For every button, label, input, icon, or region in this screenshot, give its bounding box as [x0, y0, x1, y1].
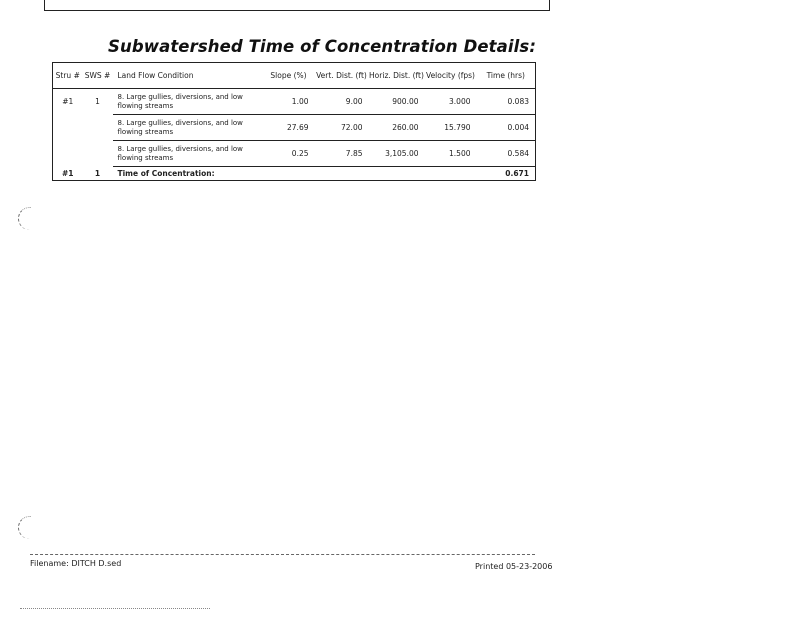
cell-slope: 27.69: [263, 115, 315, 141]
section-title: Subwatershed Time of Concentration Details:: [108, 37, 537, 56]
cell-slope: 0.25: [263, 141, 315, 167]
total-label: Time of Concentration:: [113, 167, 477, 181]
header-stru: Stru #: [53, 63, 83, 89]
punch-hole-mark: [18, 516, 31, 539]
header-vert-dist: Vert. Dist. (ft): [315, 63, 369, 89]
footer-divider: [30, 554, 535, 555]
header-condition: Land Flow Condition: [113, 63, 263, 89]
cell-time: 0.584: [477, 141, 536, 167]
cell-time: 0.004: [477, 115, 536, 141]
total-time: 0.671: [477, 167, 536, 181]
total-stru: #1: [53, 167, 83, 181]
cell-horiz-dist: 900.00: [369, 89, 425, 115]
table-header-row: [53, 63, 536, 89]
cell-vert-dist: 7.85: [315, 141, 369, 167]
cell-vert-dist: 72.00: [315, 115, 369, 141]
cell-time: 0.083: [477, 89, 536, 115]
header-horiz-dist: Horiz. Dist. (ft): [369, 63, 425, 89]
cell-velocity: 1.500: [425, 141, 477, 167]
total-row: [53, 167, 536, 181]
cell-horiz-dist: 3,105.00: [369, 141, 425, 167]
cell-velocity: 15.790: [425, 115, 477, 141]
cell-sws: [83, 141, 113, 167]
table-row: [53, 115, 536, 141]
cell-sws: 1: [95, 97, 100, 107]
cell-condition: 8. Large gullies, diversions, and low flowing streams: [113, 115, 263, 141]
cell-stru: [53, 141, 83, 167]
footer-printed-date: Printed 05-23-2006: [475, 562, 553, 571]
previous-table-remnant: [44, 0, 550, 11]
cell-stru: #1: [53, 89, 83, 115]
cell-vert-dist: 9.00: [315, 89, 369, 115]
cell-slope: 1.00: [263, 89, 315, 115]
cell-condition: 8. Large gullies, diversions, and low flowing streams: [113, 89, 263, 115]
total-sws: 1: [83, 167, 113, 181]
cell-velocity: 3.000: [425, 89, 477, 115]
cell-condition: 8. Large gullies, diversions, and low flowing streams: [113, 141, 263, 167]
cell-horiz-dist: 260.00: [369, 115, 425, 141]
time-of-concentration-table: [52, 62, 536, 181]
header-slope: Slope (%): [263, 63, 315, 89]
header-velocity: Velocity (fps): [425, 63, 477, 89]
header-sws: SWS #: [83, 63, 113, 89]
table-row: [53, 89, 536, 115]
header-time: Time (hrs): [477, 63, 536, 89]
cell-stru: [53, 115, 83, 141]
footer-filename: Filename: DITCH D.sed: [30, 559, 122, 568]
scan-artifact-line: [20, 608, 210, 609]
punch-hole-mark: [18, 207, 31, 230]
cell-sws: [83, 115, 113, 141]
table-row: [53, 141, 536, 167]
